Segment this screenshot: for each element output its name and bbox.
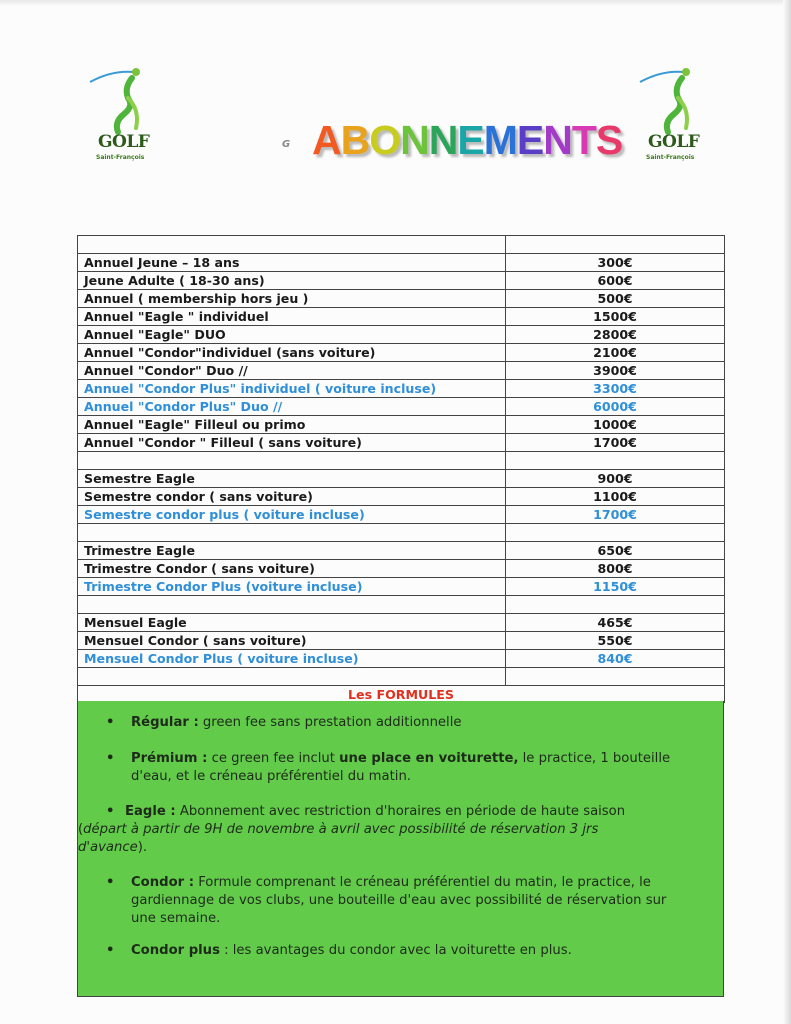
table-row (78, 632, 725, 650)
row-label: Annuel "Eagle" Filleul ou primo (78, 416, 506, 434)
table-row (78, 290, 725, 308)
title-letter: O (369, 117, 401, 163)
title-letter: N (543, 117, 572, 163)
title-letter: M (483, 117, 517, 163)
row-price (506, 236, 725, 254)
title-letter: S (595, 117, 623, 163)
table-row (78, 308, 725, 326)
row-price (506, 524, 725, 542)
table-row (78, 650, 725, 668)
row-label: Annuel ( membership hors jeu ) (78, 290, 506, 308)
formule-text: Formule comprenant le créneau préférentiel du matin, le practice, le (194, 875, 651, 890)
table-row (78, 416, 725, 434)
row-label: Annuel Jeune – 18 ans (78, 254, 506, 272)
formule-text: ce green fee inclut (207, 751, 340, 766)
title-letter: E (457, 117, 484, 163)
title-letter: B (340, 117, 370, 163)
row-price: 2100€ (506, 344, 725, 362)
formule-name: Condor plus (131, 943, 220, 958)
row-price: 300€ (506, 254, 725, 272)
row-price: 1000€ (506, 416, 725, 434)
row-label: Annuel "Condor Plus" Duo // (78, 398, 506, 416)
row-price (506, 668, 725, 686)
bullet-icon: • (106, 943, 115, 958)
table-row (78, 542, 725, 560)
scan-edge-top (0, 0, 791, 6)
title-letter: N (400, 117, 429, 163)
table-row (78, 254, 725, 272)
bullet-icon: • (106, 715, 115, 730)
formule-text: d'eau, et le créneau préférentiel du matin. (131, 769, 411, 784)
row-label: Annuel "Condor" Duo // (78, 362, 506, 380)
table-spacer-row (78, 596, 725, 614)
row-price: 1700€ (506, 506, 725, 524)
table-row (78, 578, 725, 596)
title-prefix: G (282, 139, 291, 150)
row-label (78, 524, 506, 542)
row-price (506, 596, 725, 614)
title-letter: E (516, 117, 544, 163)
logo-wordmark: GOLF (648, 132, 700, 152)
row-label: Trimestre Eagle (78, 542, 506, 560)
row-price: 600€ (506, 272, 725, 290)
formule-name: Eagle : (125, 804, 176, 819)
table-row (78, 398, 725, 416)
page-title (312, 117, 622, 164)
row-price: 500€ (506, 290, 725, 308)
table-row (78, 614, 725, 632)
table-row (78, 380, 725, 398)
logo-wordmark: GOLF (98, 132, 150, 152)
table-row (78, 434, 725, 452)
formule-name: Régular : (131, 715, 199, 730)
formule-text: une semaine. (131, 911, 221, 926)
table-row (78, 560, 725, 578)
table-row (78, 362, 725, 380)
formule-italic: départ à partir de 9H de novembre à avril avec possibilité de réservation 3 jrs (83, 822, 599, 837)
row-label: Mensuel Condor ( sans voiture) (78, 632, 506, 650)
formule-emphasis: une place en voiturette, (339, 751, 519, 766)
row-price: 6000€ (506, 398, 725, 416)
table-row (78, 272, 725, 290)
formule-text: green fee sans prestation additionnelle (198, 715, 462, 730)
row-label: Trimestre Condor Plus (voiture incluse) (78, 578, 506, 596)
table-spacer-row (78, 236, 725, 254)
row-label: Mensuel Condor Plus ( voiture incluse) (78, 650, 506, 668)
formule-name: Prémium : (131, 751, 208, 766)
bullet-icon: • (106, 751, 115, 766)
formule-text: Abonnement avec restriction d'horaires en période de haute saison (175, 804, 626, 819)
row-price: 3300€ (506, 380, 725, 398)
row-price: 840€ (506, 650, 725, 668)
row-label: Semestre condor ( sans voiture) (78, 488, 506, 506)
row-price: 1100€ (506, 488, 725, 506)
row-label: Trimestre Condor ( sans voiture) (78, 560, 506, 578)
row-price: 1500€ (506, 308, 725, 326)
row-label: Semestre condor plus ( voiture incluse) (78, 506, 506, 524)
row-price (506, 452, 725, 470)
row-label: Jeune Adulte ( 18-30 ans) (78, 272, 506, 290)
row-price: 650€ (506, 542, 725, 560)
row-price: 550€ (506, 632, 725, 650)
price-table (77, 235, 725, 703)
golf-logo-right (634, 62, 704, 172)
table-row (78, 344, 725, 362)
row-price: 800€ (506, 560, 725, 578)
formule-italic: d'avance (78, 840, 138, 855)
formule-text: ). (137, 840, 148, 855)
title-letter: N (428, 117, 458, 163)
row-label (78, 236, 506, 254)
row-price: 1700€ (506, 434, 725, 452)
golf-logo-left (84, 62, 154, 172)
scan-edge-right (783, 0, 791, 1024)
formule-text: le practice, 1 bouteille (518, 751, 671, 766)
table-spacer-row (78, 452, 725, 470)
table-spacer-row (78, 524, 725, 542)
row-label: Annuel "Condor"individuel (sans voiture) (78, 344, 506, 362)
formule-text: gardiennage de vos clubs, une bouteille d'eau avec possibilité de réservation sur (131, 893, 667, 908)
formules-panel (77, 701, 724, 997)
row-price: 2800€ (506, 326, 725, 344)
row-label: Annuel "Eagle " individuel (78, 308, 506, 326)
title-letter: T (571, 117, 596, 163)
bullet-icon: • (106, 875, 115, 890)
row-price: 900€ (506, 470, 725, 488)
table-row (78, 488, 725, 506)
formule-name: Condor : (131, 875, 194, 890)
title-letter: A (312, 117, 341, 163)
formule-text: : les avantages du condor avec la voiturette en plus. (219, 943, 572, 958)
row-label (78, 452, 506, 470)
row-price: 465€ (506, 614, 725, 632)
formule-text: ( (78, 822, 84, 837)
row-label: Annuel "Condor " Filleul ( sans voiture) (78, 434, 506, 452)
table-spacer-row (78, 668, 725, 686)
row-label: Semestre Eagle (78, 470, 506, 488)
logo-subtitle: Saint-François (96, 154, 145, 161)
row-price: 3900€ (506, 362, 725, 380)
table-row (78, 326, 725, 344)
bullet-icon: • (106, 804, 115, 819)
table-row (78, 506, 725, 524)
row-label (78, 596, 506, 614)
table-row (78, 470, 725, 488)
row-label (78, 668, 506, 686)
row-label: Annuel "Eagle" DUO (78, 326, 506, 344)
row-label: Annuel "Condor Plus" individuel ( voiture incluse) (78, 380, 506, 398)
row-label: Mensuel Eagle (78, 614, 506, 632)
formules-heading: Les FORMULES (78, 686, 725, 704)
logo-subtitle: Saint-François (646, 154, 695, 161)
row-price: 1150€ (506, 578, 725, 596)
